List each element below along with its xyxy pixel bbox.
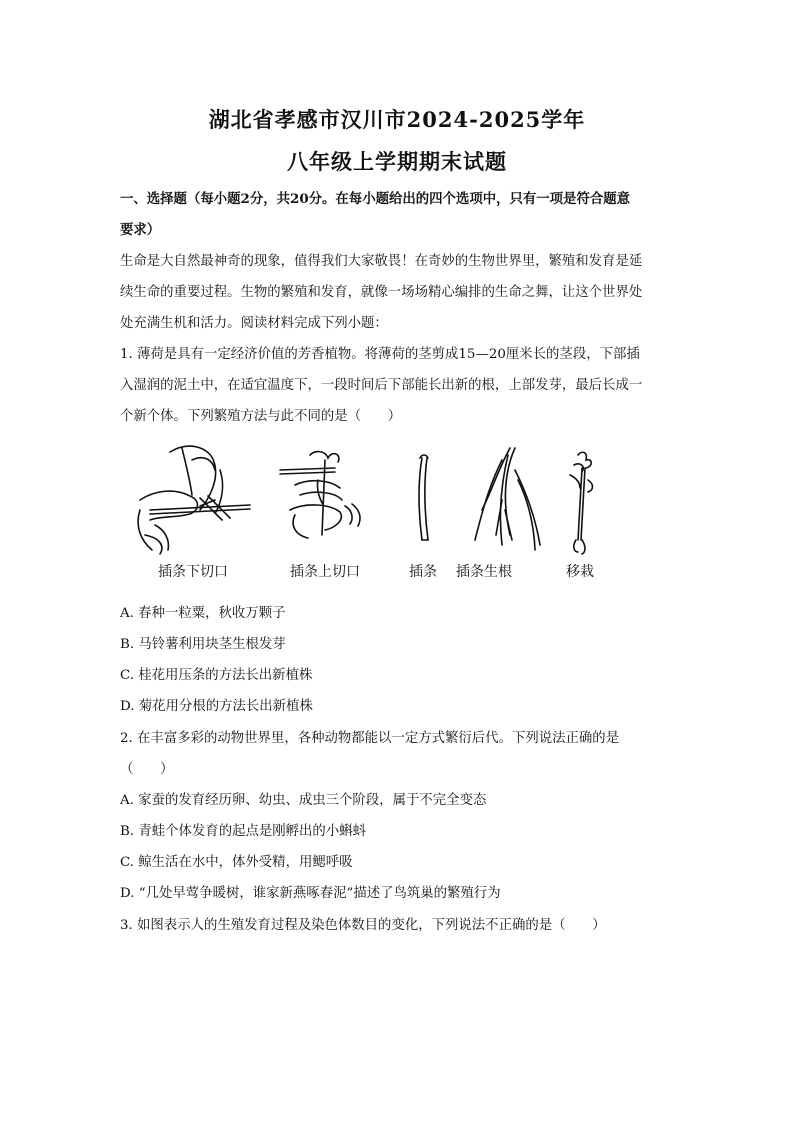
question-2-stem: 2. 在丰富多彩的动物世界里，各种动物都能以一定方式繁衍后代。下列说法正确的是 xyxy=(120,731,620,746)
question-2-option-c: C. 鲸生活在水中，体外受精，用鳃呼吸 xyxy=(120,855,353,870)
question-2-option-a: A. 家蚕的发育经历卵、幼虫、成虫三个阶段，属于不完全变态 xyxy=(120,793,487,808)
figure-caption-rooting: 插条生根 xyxy=(456,564,512,580)
figure-caption-cutting: 插条 xyxy=(409,564,437,580)
transplant-illustration xyxy=(570,452,593,554)
cutting-illustration xyxy=(419,455,428,540)
rooting-cutting-illustration xyxy=(475,448,540,550)
question-1-option-c: C. 桂花用压条的方法长出新植株 xyxy=(120,668,313,683)
question-1-stem: 个新个体。下列繁殖方法与此不同的是（ ） xyxy=(120,409,402,424)
question-2-option-b: B. 青蛙个体发育的起点是刚孵出的小蝌蚪 xyxy=(120,824,366,839)
page-title-line-1: 湖北省孝感市汉川市2024-2025学年 xyxy=(208,107,586,132)
question-1-stem: 1. 薄荷是具有一定经济价值的芳香植物。将薄荷的茎剪成15—20厘米长的茎段，下部插 xyxy=(120,347,640,362)
intro-line: 处充满生机和活力。阅读材料完成下列小题： xyxy=(120,316,388,331)
question-1-option-b: B. 马铃薯利用块茎生根发芽 xyxy=(120,637,286,652)
question-3-stem: 3. 如图表示人的生殖发育过程及染色体数目的变化，下列说法不正确的是（ ） xyxy=(120,918,606,933)
question-1-stem: 入湿润的泥土中，在适宜温度下，一段时间后下部能长出新的根，上部发芽，最后长成一 xyxy=(120,378,643,393)
question-2-stem: （ ） xyxy=(120,762,174,777)
page-title-line-2: 八年级上学期期末试题 xyxy=(287,149,507,174)
figure-caption-lower-cut: 插条下切口 xyxy=(158,564,228,580)
question-2-option-d: D. “几处早莺争暖树，谁家新燕啄春泥”描述了鸟筑巢的繁殖行为 xyxy=(120,886,501,901)
section-header-cont: 要求） xyxy=(120,222,161,238)
question-1-option-d: D. 菊花用分根的方法长出新植株 xyxy=(120,699,313,714)
figure-caption-transplant: 移栽 xyxy=(566,564,594,580)
intro-line: 续生命的重要过程。生物的繁殖和发育，就像一场场精心编排的生命之舞，让这个世界处 xyxy=(120,285,643,300)
upper-cut-illustration xyxy=(280,452,360,538)
question-1-option-a: A. 春种一粒粟，秋收万颗子 xyxy=(120,606,286,621)
intro-line: 生命是大自然最神奇的现象，值得我们大家敬畏！在奇妙的生物世界里，繁殖和发育是延 xyxy=(120,254,643,269)
figure-caption-upper-cut: 插条上切口 xyxy=(290,564,360,580)
lower-cut-illustration xyxy=(138,446,250,554)
section-header: 一、选择题（每小题2分，共20分。在每小题给出的四个选项中，只有一项是符合题意 xyxy=(120,191,631,207)
